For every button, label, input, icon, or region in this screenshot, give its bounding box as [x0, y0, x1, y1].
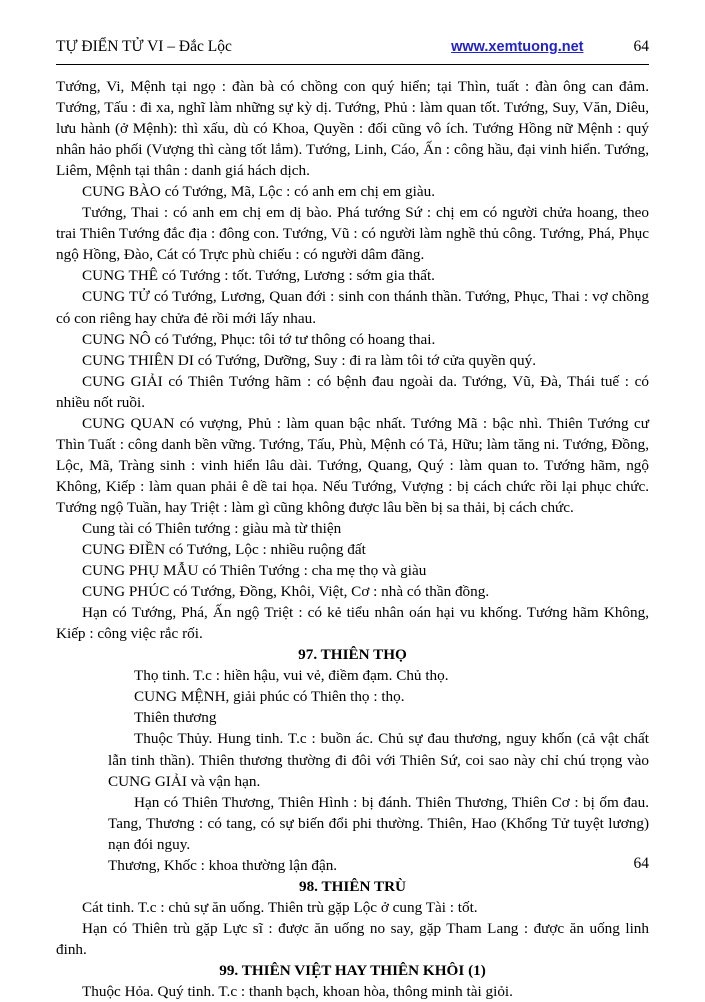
footer-page-number: 64 — [633, 855, 649, 872]
header-divider — [56, 64, 649, 65]
paragraph: Tướng, Vi, Mệnh tại ngọ : đàn bà có chồng con quý hiển; tại Thìn, tuất : đàn ông can đảm. Tướng, Tấu : đi xa, nghĩ làm những sự kỳ dị. Tướng, Phủ : làm quan tốt. Tướng, Suy, Văn, Diêu, lưu hành (ở Mệnh): thì xấu, dù có Khoa, Quyền : đối cũng vô ích. Tướng Hồng nữ Mệnh : quý nhân hảo phối (Vượng thì càng tốt lắm). Tướng, Linh, Cáo, Ấn : công hầu, đại vinh hiển. Tướng, Liêm, Mệnh tại thân : danh giá hách dịch. — [56, 78, 649, 180]
section-97-body — [108, 665, 649, 875]
paragraph: Tướng, Thai : có anh em chị em dị bào. Phá tướng Sứ : chị em có người chửa hoang, theo trai Thiên Tướng đắc địa : đông con. Tướng, Vũ : có người làm nghề thủ công. Tướng, Phá, Phục ngộ Hồng, Đào, Cát có Trực phù chiếu : có người dâm đãng. — [56, 204, 649, 264]
paragraph: Thuộc Hỏa. Quý tinh. T.c : thanh bạch, khoan hòa, thông minh tài giỏi. — [82, 983, 513, 1001]
paragraph: CUNG QUAN có vượng, Phủ : làm quan bậc nhất. Tướng Mã : bậc nhì. Thiên Tướng cư Thìn Tuất : công danh bền vững. Tướng, Tấu, Phù, Mệnh có Tả, Hữu; làm tăng ni. Tướng, Đồng, Lộc, Mã, Tràng sinh : vinh hiển lâu dài. Tướng, Quang, Quý : làm quan to. Tướng hãm, ngộ Không, Kiếp : làm quan phải ê dề tai họa. Nếu Tướng, Vượng : bị cách chức rồi lại phục chức. Tướng ngộ Tuần, hay Triệt : làm gì cũng không được lâu bền bị sa thải, bị cách chức. — [56, 414, 649, 516]
page-header — [56, 38, 649, 56]
section-heading-97: 97. THIÊN THỌ — [298, 646, 407, 664]
paragraph: CUNG THIÊN DI có Tướng, Dưỡng, Suy : đi ra làm tôi tớ cửa quyền quý. — [82, 351, 537, 369]
paragraph: Cung tài có Thiên tướng : giàu mà từ thiện — [82, 519, 342, 537]
paragraph: Hạn có Thiên Thương, Thiên Hình : bị đánh. Thiên Thương, Thiên Cơ : bị ốm đau. Tang, Thương : có tang, có sự biến đổi phi thường. Thiên, Hao (Khổng Tử tuyệt lương) nạn đói nguy. — [108, 793, 649, 853]
header-page-number: 64 — [633, 38, 649, 55]
paragraph: CUNG BÀO có Tướng, Mã, Lộc : có anh em chị em giàu. — [82, 183, 435, 201]
paragraph: Hạn có Tướng, Phá, Ấn ngộ Triệt : có kẻ tiểu nhân oán hại vu khống. Tướng hãm Không, Kiếp : công việc rắc rối. — [56, 604, 649, 643]
paragraph: CUNG PHÚC có Tướng, Đồng, Khôi, Việt, Cơ : nhà có thần đồng. — [82, 583, 490, 601]
document-body — [56, 76, 649, 1002]
paragraph: Hạn có Thiên trù gặp Lực sĩ : được ăn uống no say, gặp Tham Lang : được ăn uống linh đinh. — [56, 919, 649, 958]
section-heading-98: 98. THIÊN TRÙ — [298, 877, 407, 895]
paragraph: Thương, Khốc : khoa thường lận đận. — [108, 856, 338, 874]
paragraph: CUNG PHỤ MẪU có Thiên Tướng : cha mẹ thọ và giàu — [82, 562, 427, 580]
paragraph: Thiên thương — [134, 709, 217, 727]
paragraph: CUNG GIẢI có Thiên Tướng hãm : có bệnh đau ngoài da. Tướng, Vũ, Đà, Thái tuế : có nhiều nốt ruồi. — [56, 372, 649, 411]
header-title: TỰ ĐIỂN TỬ VI – Đắc Lộc — [56, 38, 232, 55]
paragraph: Cát tinh. T.c : chủ sự ăn uống. Thiên trù gặp Lộc ở cung Tài : tốt. — [82, 898, 478, 916]
paragraph: CUNG NÔ có Tướng, Phục: tôi tớ tư thông có hoang thai. — [82, 330, 436, 348]
paragraph: CUNG ĐIỀN có Tướng, Lộc : nhiều ruộng đất — [82, 541, 366, 559]
paragraph: Thuộc Thủy. Hung tinh. T.c : buồn ác. Chủ sự đau thương, nguy khốn (cả vật chất lẫn tinh thần). Thiên thương thường đi đôi với Thiên Sứ, coi sao này chỉ chú trọng vào CUNG GIẢI và vận hạn. — [108, 730, 649, 790]
paragraph: Thọ tinh. T.c : hiền hậu, vui vẻ, điềm đạm. Chủ thọ. — [134, 667, 449, 685]
paragraph: CUNG THÊ có Tướng : tốt. Tướng, Lương : sớm gia thất. — [82, 267, 435, 285]
paragraph: CUNG TỬ có Tướng, Lương, Quan đới : sinh con thánh thần. Tướng, Phục, Thai : vợ chồng có con riêng hay chửa đẻ rồi mới lấy nhau. — [56, 288, 649, 327]
website-link[interactable]: www.xemtuong.net — [451, 39, 584, 55]
section-heading-99: 99. THIÊN VIỆT HAY THIÊN KHÔI (1) — [219, 961, 486, 979]
paragraph: CUNG MỆNH, giải phúc có Thiên thọ : thọ. — [134, 688, 405, 706]
